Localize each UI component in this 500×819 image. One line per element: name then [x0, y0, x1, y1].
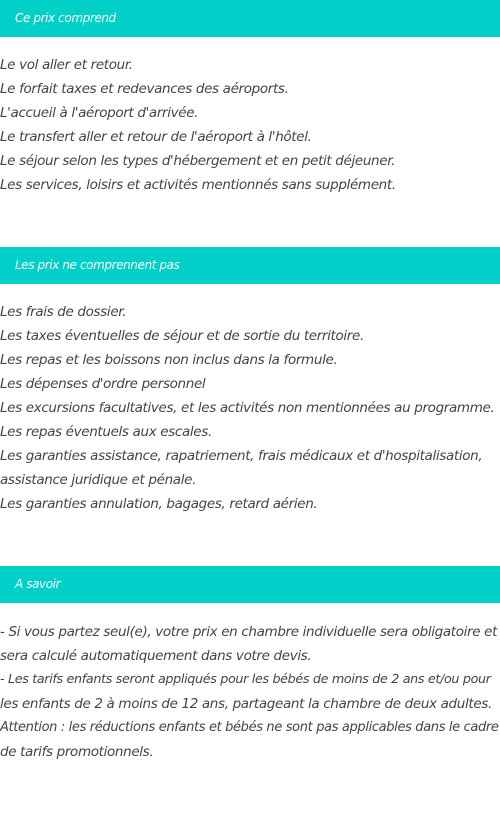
list-item: Les dépenses d'ordre personnel	[0, 376, 206, 392]
section-body	[0, 620, 500, 764]
list-item: Les garanties assistance, rapatriement, frais médicaux et d'hospitalisation,	[0, 448, 483, 464]
section-title: Les prix ne comprennent pas	[0, 247, 500, 284]
section-title: Ce prix comprend	[0, 0, 500, 37]
list-item: Les services, loisirs et activités mentionnés sans supplément.	[0, 177, 396, 193]
paragraph-line: de tarifs promotionnels.	[0, 744, 154, 760]
list-item: Les repas éventuels aux escales.	[0, 424, 212, 440]
list-item: L'accueil à l'aéroport d'arrivée.	[0, 105, 199, 121]
section-price-includes	[0, 0, 500, 197]
paragraph-line: Attention : les réductions enfants et bébés ne sont pas applicables dans le cadre	[0, 720, 499, 735]
paragraph-line: - Les tarifs enfants seront appliqués pour les bébés de moins de 2 ans et/ou pour	[0, 672, 491, 687]
section-title: A savoir	[0, 566, 500, 603]
paragraph-line: les enfants de 2 à moins de 12 ans, partageant la chambre de deux adultes.	[0, 696, 492, 712]
section-good-to-know	[0, 566, 500, 764]
list-item: Les taxes éventuelles de séjour et de sortie du territoire.	[0, 328, 364, 344]
section-price-excludes	[0, 247, 500, 516]
list-item: Le séjour selon les types d'hébergement et en petit déjeuner.	[0, 153, 396, 169]
section-body	[0, 300, 500, 516]
list-item: Les excursions facultatives, et les activités non mentionnées au programme.	[0, 400, 495, 416]
paragraph-line: sera calculé automatiquement dans votre devis.	[0, 648, 312, 664]
list-item: assistance juridique et pénale.	[0, 472, 197, 488]
list-item: Le transfert aller et retour de l'aéroport à l'hôtel.	[0, 129, 312, 145]
list-item: Le forfait taxes et redevances des aéroports.	[0, 81, 289, 97]
section-body	[0, 53, 500, 197]
list-item: Les repas et les boissons non inclus dans la formule.	[0, 352, 338, 368]
list-item: Le vol aller et retour.	[0, 57, 133, 73]
list-item: Les garanties annulation, bagages, retard aérien.	[0, 496, 318, 512]
paragraph-line: - Si vous partez seul(e), votre prix en chambre individuelle sera obligatoire et	[0, 624, 498, 640]
list-item: Les frais de dossier.	[0, 304, 127, 320]
